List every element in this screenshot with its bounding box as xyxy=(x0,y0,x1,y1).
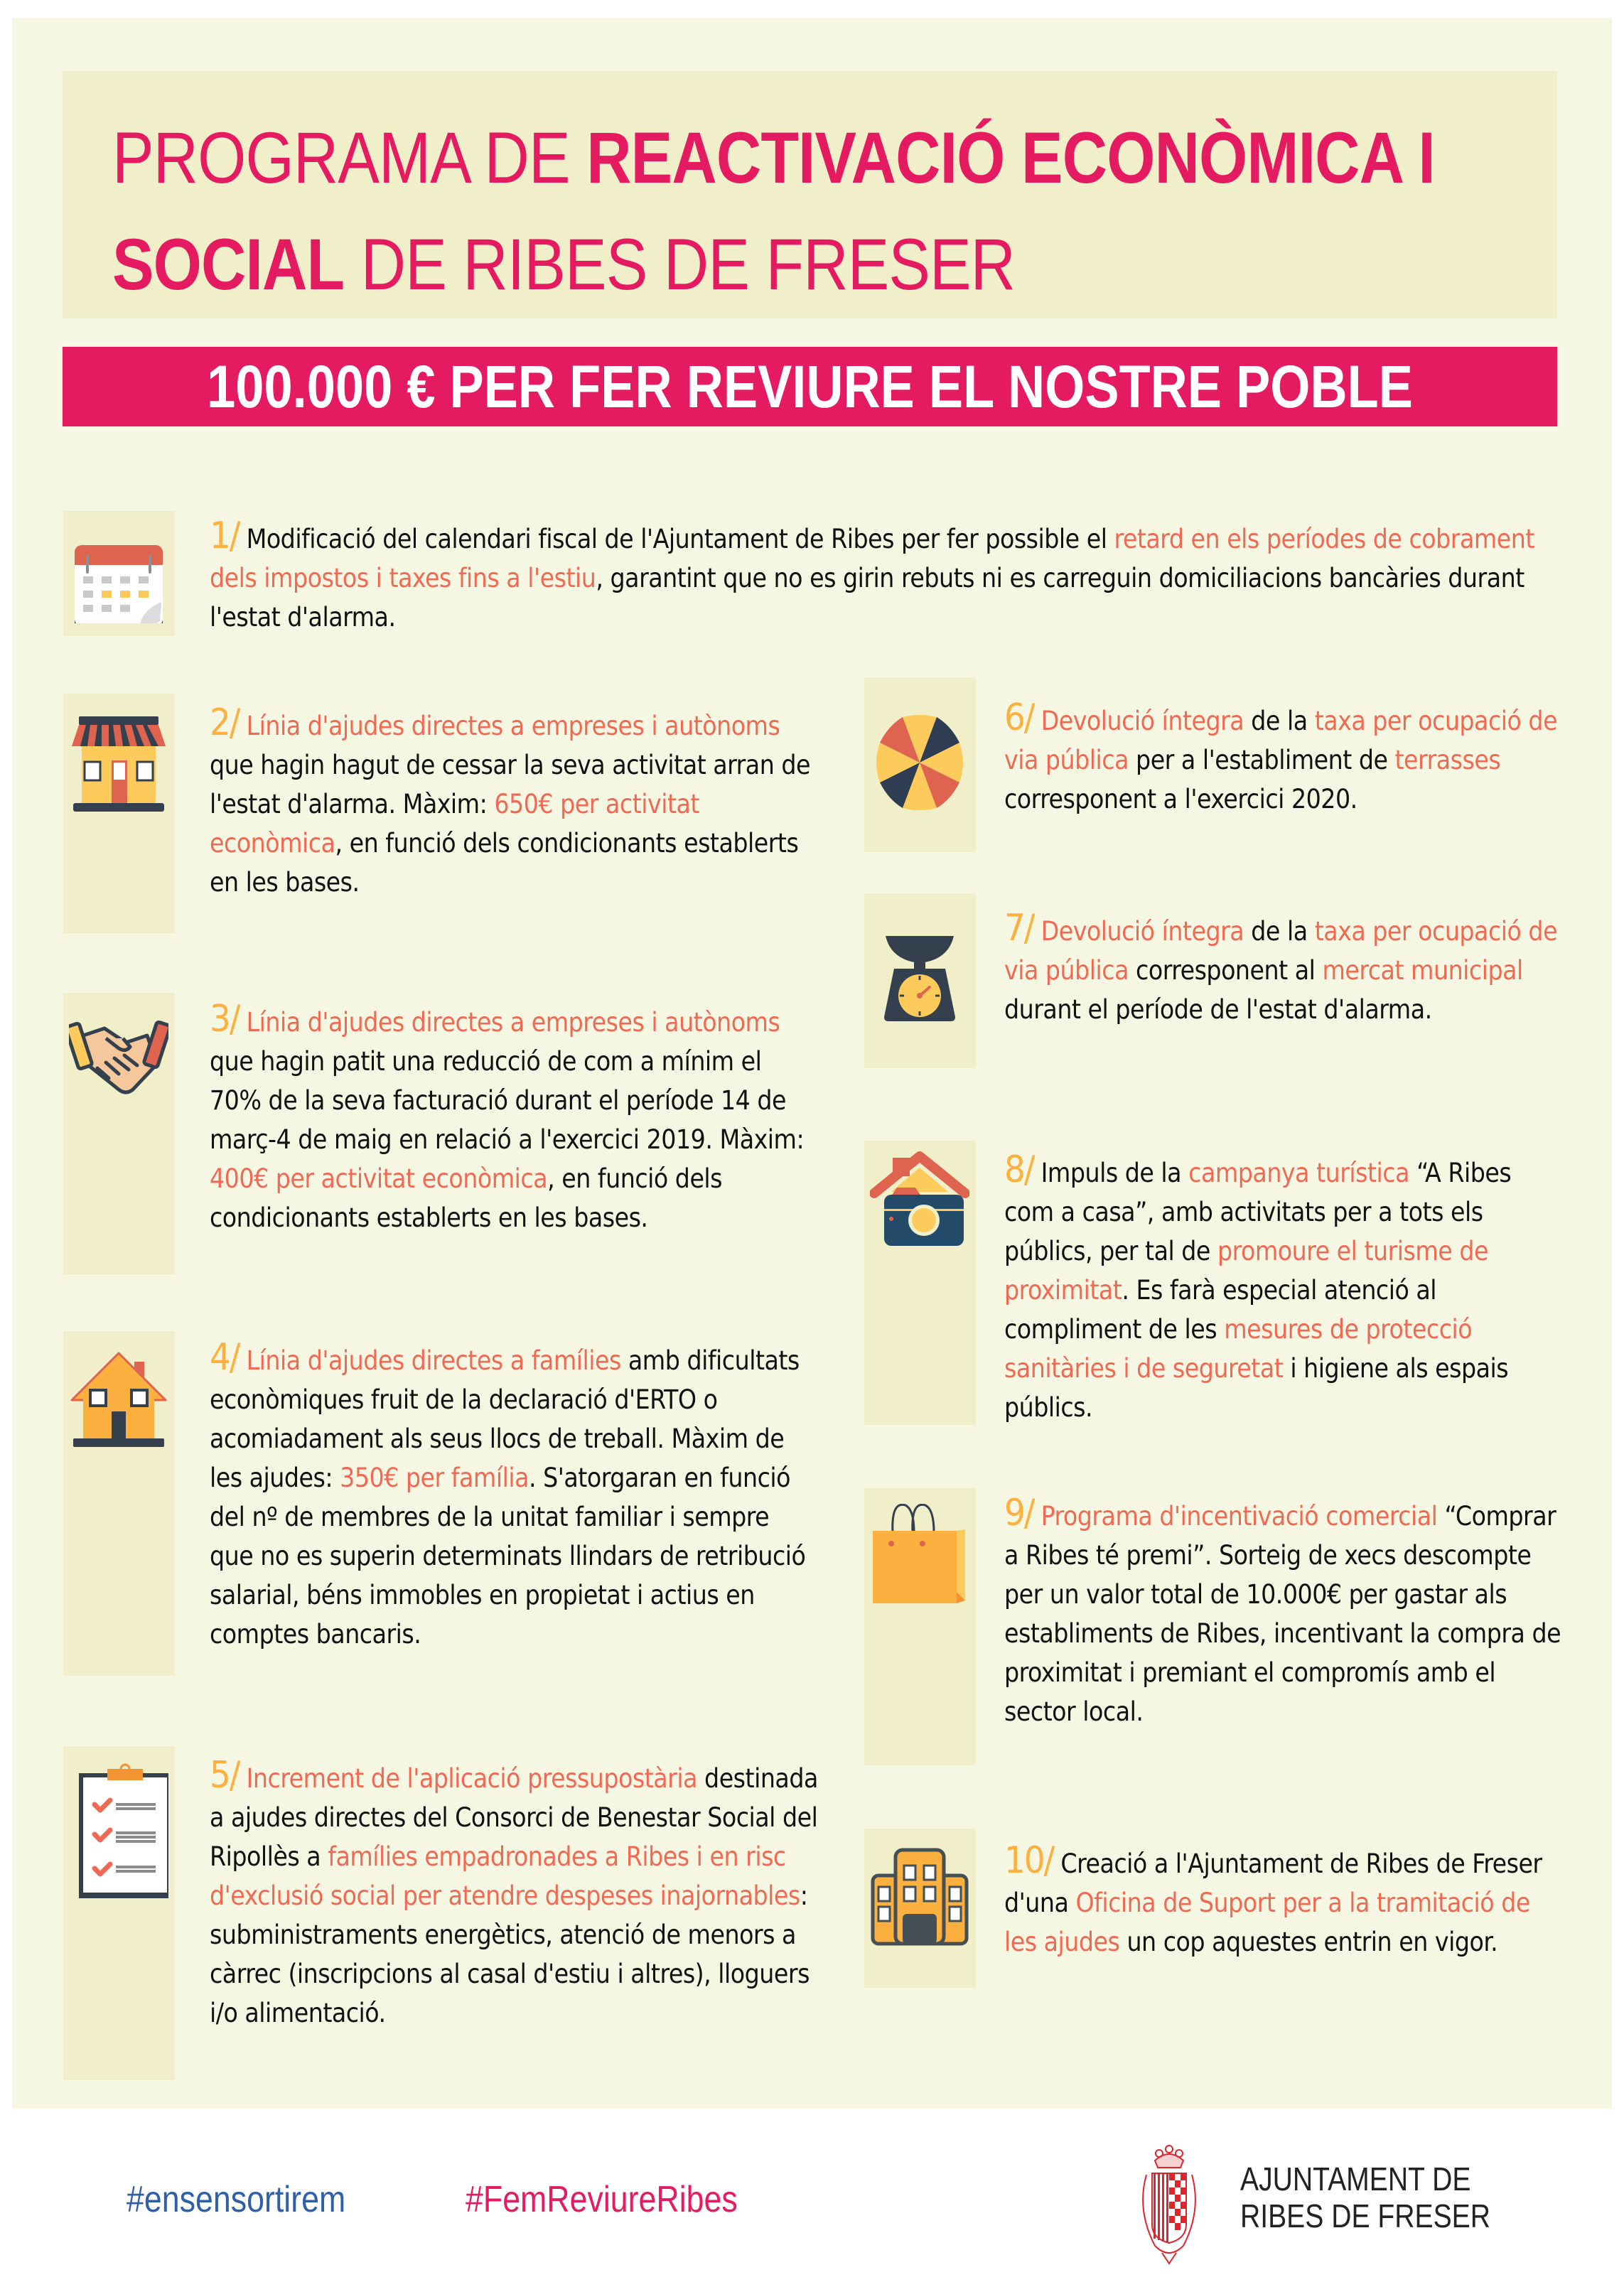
measure-text xyxy=(210,1000,814,1237)
icon-tile xyxy=(864,677,976,852)
highlighted-text: 350€ per família xyxy=(340,1463,529,1493)
measure-number: 4/ xyxy=(210,1336,240,1379)
icon-tile xyxy=(63,993,175,1274)
highlighted-text: Increment de l'aplicació pressupostària xyxy=(239,1763,697,1794)
house-icon xyxy=(69,1349,168,1448)
body-text: corresponent a l'exercici 2020. xyxy=(1004,784,1357,814)
measure-number: 9/ xyxy=(1004,1492,1034,1534)
body-text: “Comprar a Ribes té premi”. Sorteig de xecs descompte per un valor total de 10.000€ per gastar als establiments de Ribes, incentivant la compra de proximitat i premiant el compromís amb el sector local. xyxy=(1004,1501,1561,1727)
header xyxy=(63,71,1557,318)
body-text: amb dificultats econòmiques fruit de la declaració d'ERTO o acomiadament als seus llocs de treball. Màxim de les ajudes: xyxy=(210,1345,800,1493)
title-bold-2: SOCIAL xyxy=(112,224,345,305)
icon-tile xyxy=(864,1829,976,1988)
measure-number: 7/ xyxy=(1004,907,1034,949)
highlighted-text: Devolució íntegra xyxy=(1033,916,1244,947)
body-text: Modificació del calendari fiscal de l'Ajuntament de Ribes per fer possible el xyxy=(239,524,1114,554)
body-text: corresponent al xyxy=(1128,955,1323,986)
measure-text xyxy=(210,1338,814,1654)
title-bold-1: REACTIVACIÓ ECONÒMICA I xyxy=(586,117,1435,198)
measure-number: 8/ xyxy=(1004,1148,1034,1191)
body-text: , en funció dels condicionants establerts en les bases. xyxy=(210,1163,723,1233)
body-text: de la xyxy=(1244,916,1315,947)
building-icon xyxy=(870,1847,969,1947)
body-text: , en funció dels condicionants establerts en les bases. xyxy=(210,828,799,898)
body-text: : subministraments energètics, atenció de menors a càrrec (inscripcions al casal d'estiu i altres), lloguers i/o alimentació. xyxy=(210,1880,810,2028)
clipboard-checklist-icon xyxy=(69,1763,168,1898)
body-text: que hagin patit una reducció de com a mínim el 70% de la seva facturació durant el període 14 de març-4 de maig en relació a l'exercici 2019. Màxim: xyxy=(210,1046,805,1155)
measure-text xyxy=(1004,696,1566,819)
body-text: . Es farà especial atenció al compliment de les xyxy=(1004,1275,1437,1345)
body-text: que hagin hagut de cessar la seva activitat arran de l'estat d'alarma. Màxim: xyxy=(210,750,810,819)
icon-tile xyxy=(864,1141,976,1425)
body-text: i higiene als espais públics. xyxy=(1004,1353,1509,1423)
measure-number: 10/ xyxy=(1004,1839,1054,1882)
highlighted-text: 400€ per activitat econòmica xyxy=(210,1163,548,1194)
body-text: Creació a l'Ajuntament de Ribes de Freser d'una xyxy=(1004,1849,1542,1918)
budget-banner xyxy=(63,347,1557,426)
hashtag-femreviureribes[interactable]: #FemReviureRibes xyxy=(466,2179,738,2220)
body-text: , garantint que no es girin rebuts ni es carreguin domiciliacions bancàries durant l'estat d'alarma. xyxy=(210,563,1524,633)
page-title xyxy=(112,114,1435,308)
calendar-icon xyxy=(69,524,168,623)
highlighted-text: mercat municipal xyxy=(1322,955,1523,986)
icon-tile xyxy=(63,1746,175,2080)
highlighted-text: taxa per ocupació de via pública xyxy=(1004,706,1558,775)
measure-text xyxy=(210,517,1560,637)
body-text: de la xyxy=(1244,706,1315,736)
highlighted-text: promoure el turisme de proximitat xyxy=(1004,1236,1488,1306)
icon-tile xyxy=(63,694,175,933)
measure-text xyxy=(1004,1148,1566,1427)
highlighted-text: Devolució íntegra xyxy=(1033,706,1244,736)
highlighted-text: mesures de protecció sanitàries i de seguretat xyxy=(1004,1314,1473,1384)
banner-text: 100.000 € PER FER REVIURE EL NOSTRE POBLE xyxy=(207,353,1413,420)
shop-icon xyxy=(69,715,168,814)
highlighted-text: Línia d'ajudes directes a empreses i autònoms xyxy=(239,711,780,741)
house-camera-icon xyxy=(870,1151,969,1250)
highlighted-text: famílies empadronades a Ribes i en risc d'exclusió social per atendre despeses inajornables xyxy=(210,1841,800,1911)
highlighted-text: terrasses xyxy=(1394,745,1501,775)
icon-tile xyxy=(864,893,976,1068)
shopping-bag-icon xyxy=(870,1504,969,1603)
body-text: destinada a ajudes directes del Consorci de Benestar Social del Ripollès a xyxy=(210,1763,818,1872)
measure-text xyxy=(210,701,814,902)
logo-line-2: RIBES DE FRESER xyxy=(1240,2197,1490,2234)
measure-number: 5/ xyxy=(210,1754,240,1797)
measure-text xyxy=(210,1756,821,2033)
body-text: . S'atorgaran en funció del nº de membres de la unitat familiar i sempre que no es superin determinats llindars de retribució salarial, béns immobles en propietat i actius en comptes bancaris. xyxy=(210,1463,806,1650)
highlighted-text: Programa d'incentivació comercial xyxy=(1033,1501,1438,1532)
handshake-icon xyxy=(69,1007,168,1107)
measure-text xyxy=(1004,909,1566,1029)
highlighted-text: Oficina de Suport per a la tramitació de les ajudes xyxy=(1004,1888,1530,1957)
measure-number: 3/ xyxy=(210,998,240,1040)
hashtag-ensensortirem[interactable]: #ensensortirem xyxy=(127,2179,346,2220)
highlighted-text: campanya turística xyxy=(1188,1158,1409,1188)
measure-text xyxy=(1004,1841,1566,1962)
ajuntament-logo-text xyxy=(1240,2160,1490,2234)
title-thin-2: DE RIBES DE FRESER xyxy=(344,224,1016,305)
icon-tile xyxy=(63,511,175,636)
umbrella-icon xyxy=(870,713,969,812)
body-text: durant el període de l'estat d'alarma. xyxy=(1004,994,1432,1025)
measure-number: 6/ xyxy=(1004,696,1034,739)
body-text: un cop aquestes entrin en vigor. xyxy=(1119,1927,1498,1957)
body-text: Impuls de la xyxy=(1033,1158,1189,1188)
body-text: “A Ribes com a casa”, amb activitats per a tots els públics, per tal de xyxy=(1004,1158,1512,1266)
body-text: per a l'establiment de xyxy=(1128,745,1395,775)
logo-line-1: AJUNTAMENT DE xyxy=(1240,2160,1471,2197)
highlighted-text: 650€ per activitat econòmica xyxy=(210,789,699,859)
scale-icon xyxy=(870,929,969,1028)
title-thin-1: PROGRAMA DE xyxy=(112,117,587,198)
icon-tile xyxy=(864,1488,976,1765)
highlighted-text: Línia d'ajudes directes a empreses i autònoms xyxy=(239,1007,780,1038)
measure-number: 1/ xyxy=(210,515,240,557)
measure-text xyxy=(1004,1494,1566,1731)
highlighted-text: retard en els períodes de cobrament dels impostos i taxes fins a l'estiu xyxy=(210,524,1534,593)
measure-number: 2/ xyxy=(210,701,240,744)
highlighted-text: Línia d'ajudes directes a famílies xyxy=(239,1345,621,1376)
coat-of-arms-logo xyxy=(1134,2139,1205,2267)
icon-tile xyxy=(63,1331,175,1676)
highlighted-text: taxa per ocupació de via pública xyxy=(1004,916,1558,986)
